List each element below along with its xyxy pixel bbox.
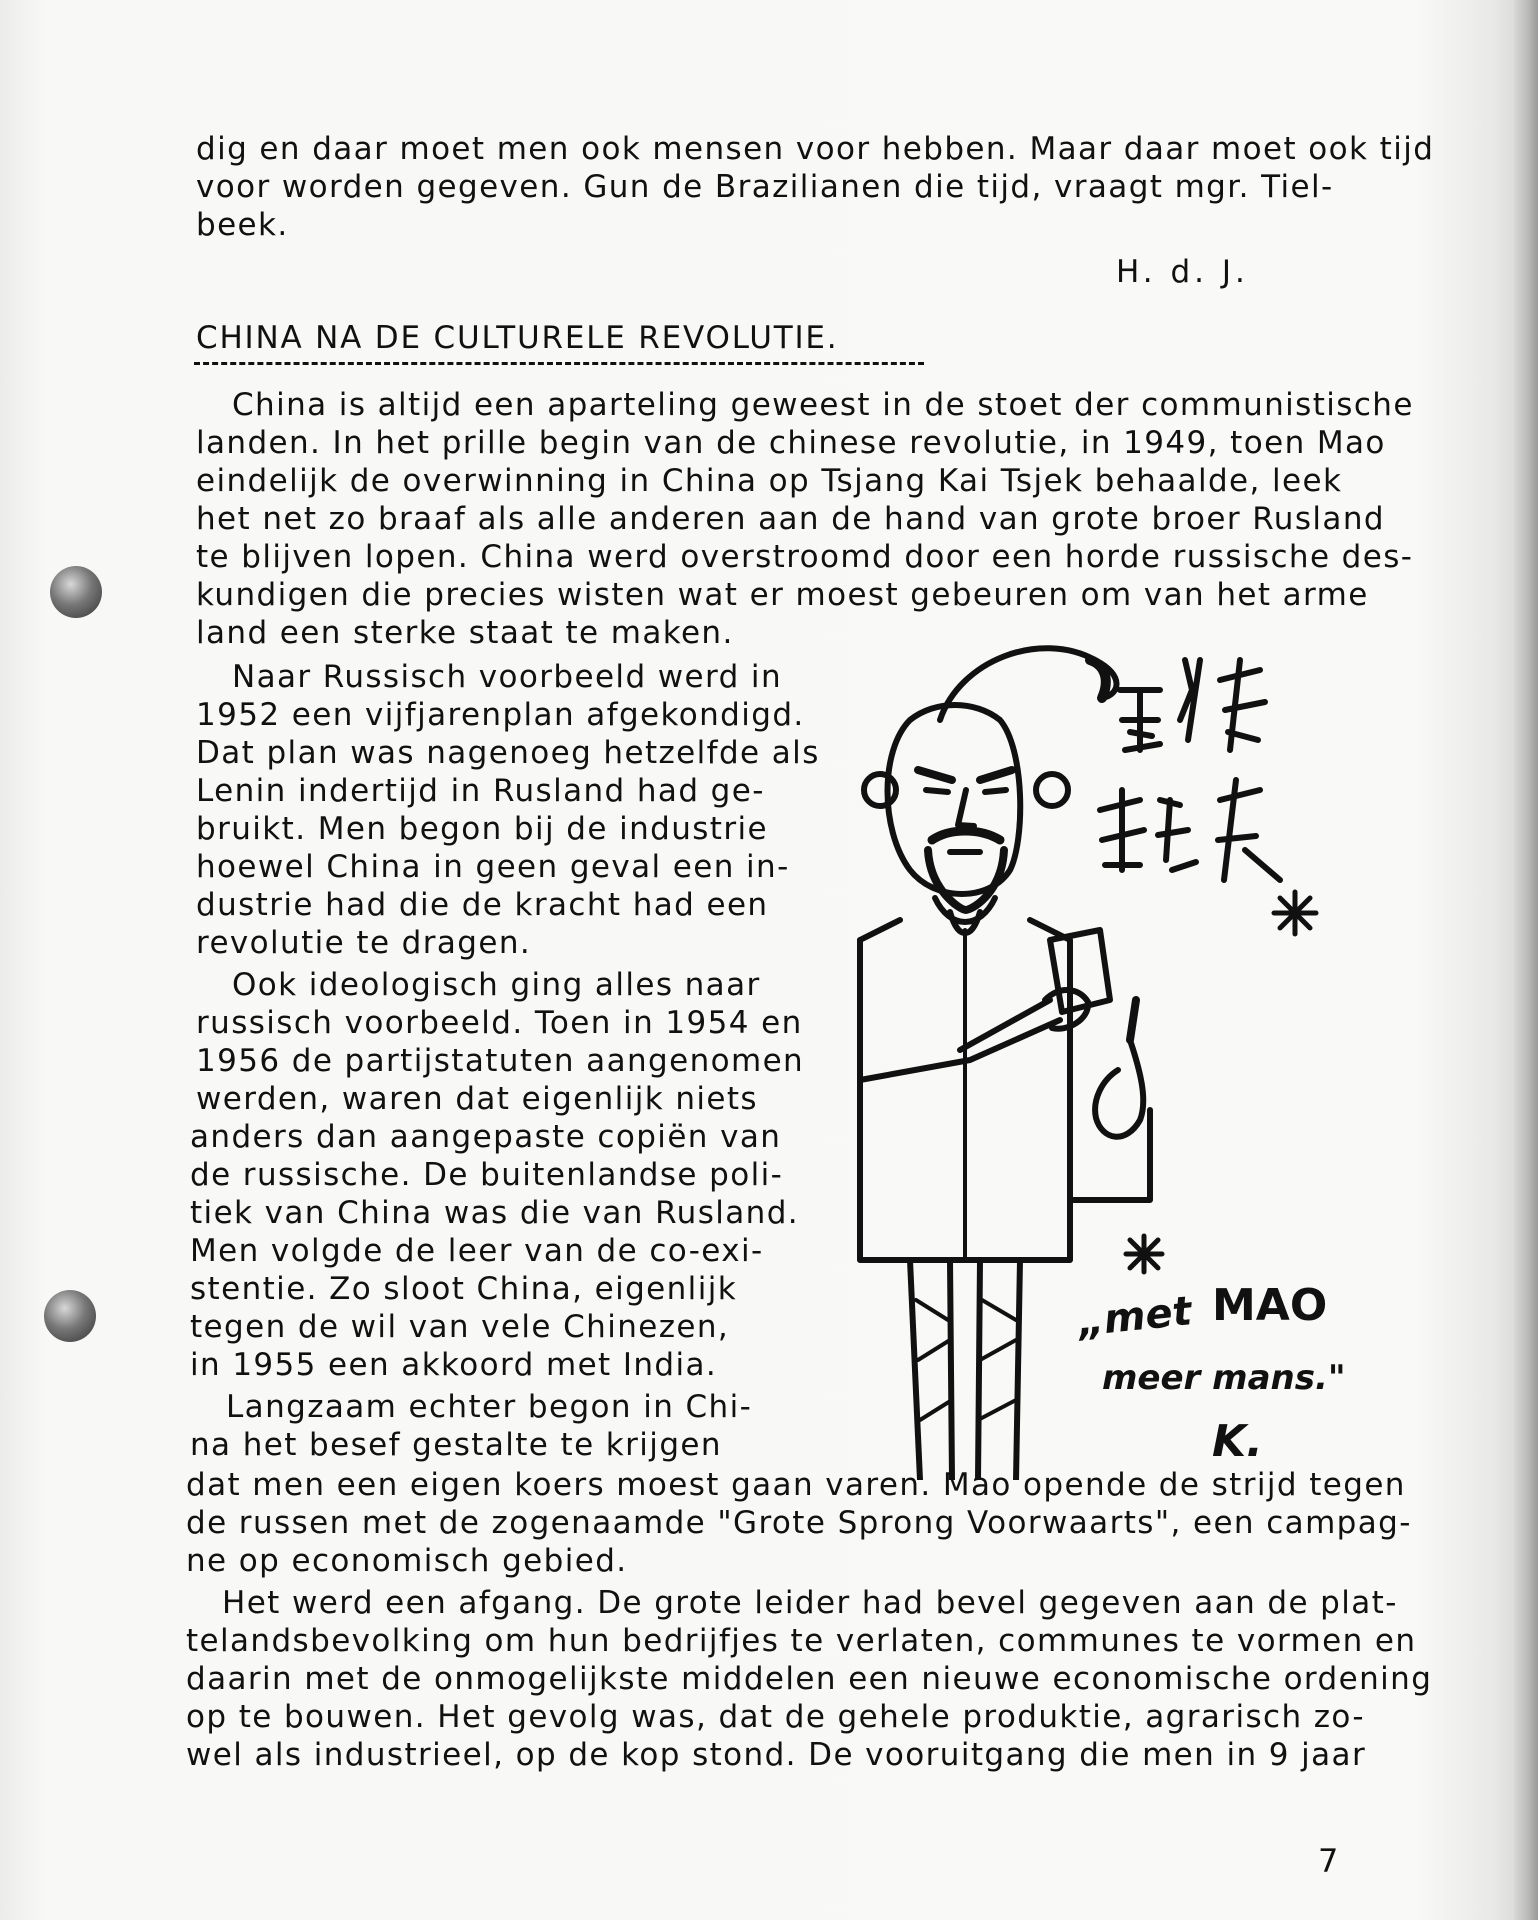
body-line: op te bouwen. Het gevolg was, dat de gehele produktie, agrarisch zo- xyxy=(186,1699,1365,1735)
body-line: daarin met de onmogelijkste middelen een nieuwe economische ordening xyxy=(186,1661,1433,1697)
body-line: kundigen die precies wisten wat er moest gebeuren om van het arme xyxy=(196,577,1369,613)
column-line: bruikt. Men begon bij de industrie xyxy=(196,811,768,847)
body-line: land een sterke staat te maken. xyxy=(196,615,734,651)
column-line: Men volgde de leer van de co-exi- xyxy=(190,1233,764,1269)
body-line: China is altijd een aparteling geweest in de stoet der communistische xyxy=(232,387,1414,423)
intro-line: dig en daar moet men ook mensen voor hebben. Maar daar moet ook tijd xyxy=(196,131,1435,167)
intro-line: voor worden gegeven. Gun de Brazilianen die tijd, vraagt mgr. Tiel- xyxy=(196,169,1334,205)
column-line: Dat plan was nagenoeg hetzelfde als xyxy=(196,735,820,771)
cartoon-caption-mao: MAO xyxy=(1212,1280,1328,1331)
column-line: Langzaam echter begon in Chi- xyxy=(226,1389,753,1425)
body-line: Het werd een afgang. De grote leider had bevel gegeven aan de plat- xyxy=(222,1585,1398,1621)
column-line: 1952 een vijfjarenplan afgekondigd. xyxy=(196,697,805,733)
body-line: het net zo braaf als alle anderen aan de hand van grote broer Rusland xyxy=(196,501,1385,537)
column-line: Naar Russisch voorbeeld werd in xyxy=(232,659,782,695)
page-number: 7 xyxy=(1318,1842,1339,1880)
article-heading: CHINA NA DE CULTURELE REVOLUTIE. xyxy=(196,320,839,356)
body-line: landen. In het prille begin van de chinese revolutie, in 1949, toen Mao xyxy=(196,425,1386,461)
column-line: dustrie had die de kracht had een xyxy=(196,887,769,923)
mao-cartoon-drawing xyxy=(840,640,1360,1480)
punch-hole-bottom xyxy=(44,1290,96,1342)
author-signature: H. d. J. xyxy=(1116,254,1249,290)
cartoon-artist-signature: K. xyxy=(1212,1416,1263,1467)
body-line: te blijven lopen. China werd overstroomd door een horde russische des- xyxy=(196,539,1414,575)
mao-cartoon xyxy=(840,640,1360,1480)
column-line: werden, waren dat eigenlijk niets xyxy=(196,1081,758,1117)
column-line: tegen de wil van vele Chinezen, xyxy=(190,1309,730,1345)
column-line: Lenin indertijd in Rusland had ge- xyxy=(196,773,765,809)
body-line: wel als industrieel, op de kop stond. De vooruitgang die men in 9 jaar xyxy=(186,1737,1367,1773)
column-line: hoewel China in geen geval een in- xyxy=(196,849,790,885)
heading-underline xyxy=(194,362,924,365)
column-line: na het besef gestalte te krijgen xyxy=(190,1427,722,1463)
cartoon-caption-line2: meer mans." xyxy=(1102,1358,1346,1398)
punch-hole-top xyxy=(50,566,102,618)
column-line: de russische. De buitenlandse poli- xyxy=(190,1157,784,1193)
column-line: anders dan aangepaste copiën van xyxy=(190,1119,782,1155)
body-line: dat men een eigen koers moest gaan varen. Mao opende de strijd tegen xyxy=(186,1467,1406,1503)
body-line: de russen met de zogenaamde "Grote Sprong Voorwaarts", een campag- xyxy=(186,1505,1412,1541)
body-line: eindelijk de overwinning in China op Tsjang Kai Tsjek behaalde, leek xyxy=(196,463,1343,499)
column-line: revolutie te dragen. xyxy=(196,925,532,961)
body-line: ne op economisch gebied. xyxy=(186,1543,628,1579)
column-line: Ook ideologisch ging alles naar xyxy=(232,967,761,1003)
intro-line: beek. xyxy=(196,207,289,243)
column-line: in 1955 een akkoord met India. xyxy=(190,1347,718,1383)
column-line: tiek van China was die van Rusland. xyxy=(190,1195,800,1231)
cartoon-caption-quote-open: „met xyxy=(1075,1288,1194,1346)
column-line: 1956 de partijstatuten aangenomen xyxy=(196,1043,805,1079)
column-line: russisch voorbeeld. Toen in 1954 en xyxy=(196,1005,803,1041)
body-line: telandsbevolking om hun bedrijfjes te verlaten, communes te vormen en xyxy=(186,1623,1417,1659)
column-line: stentie. Zo sloot China, eigenlijk xyxy=(190,1271,738,1307)
page-edge xyxy=(1514,0,1538,1920)
